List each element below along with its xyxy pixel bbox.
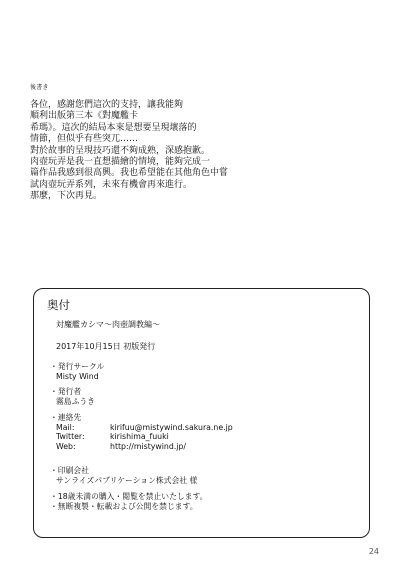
afterword-line: 篇作品我感到很高興。我也希望能在其他角色中嘗 (30, 168, 229, 179)
contact-row-mail (56, 423, 233, 433)
contact-twitter: kirishima_fuuki (110, 432, 169, 442)
contact-key: Twitter: (56, 432, 85, 442)
copy-notice: ・無断複製・転載および公開を禁じます。 (50, 501, 198, 511)
contact-mail: kirifuu@mistywind.sakura.ne.jp (110, 422, 233, 432)
printer-section (50, 466, 197, 485)
printer-label: ・印刷会社 (50, 466, 89, 475)
afterword-line: 試肉壺玩弄系列，未來有機會再來進行。 (30, 179, 193, 190)
afterword-body (30, 100, 290, 203)
afterword-line: 情節，但似乎有些突兀…… (30, 134, 139, 145)
afterword-line: 那麼，下次再見。 (30, 191, 103, 202)
afterword-line: 各位，感謝您們這次的支持，讓我能夠 (30, 100, 184, 110)
contact-label: ・連絡先 (50, 413, 82, 422)
contact-key: Mail: (56, 422, 75, 432)
page-number: 24 (368, 547, 379, 556)
contact-key: Web: (56, 441, 76, 451)
contact-section (50, 413, 233, 451)
publisher-label: ・発行者 (50, 387, 82, 396)
afterword-line: 順利出版第三本《對魔艦卡 (30, 111, 139, 122)
publisher-section (50, 387, 95, 406)
circle-section (50, 362, 104, 381)
afterword-line: 希瑪》。這次的結局本來是想要呈現壞落的 (30, 122, 197, 133)
circle-name: Misty Wind (56, 371, 99, 381)
publish-date: 2017年10月15日 初版発行 (56, 342, 156, 351)
colophon-subtitle: 対魔艦カシマ〜肉壺調教編〜 (56, 320, 160, 329)
age-notice: ・18歳未満の購入・閲覧を禁止いたします。 (50, 492, 208, 501)
afterword-heading: 後書き (30, 84, 49, 91)
circle-label: ・発行サークル (50, 362, 105, 371)
printer-name: サンライズパブリケーション株式会社 様 (56, 475, 198, 485)
afterword-line: 肉壺玩弄是我一直想描繪的情境，能夠完成一 (30, 157, 211, 168)
contact-web: http://mistywind.jp/ (110, 441, 187, 451)
colophon-box (33, 288, 370, 538)
afterword-line: 對於故事的呈現技巧還不夠成熟，深感抱歉。 (30, 145, 211, 156)
publisher-name: 霧島ふうき (56, 396, 95, 406)
notice-section (50, 492, 207, 511)
contact-row-web (56, 442, 233, 452)
contact-row-twitter (56, 432, 233, 442)
colophon-title: 奥付 (47, 298, 70, 312)
